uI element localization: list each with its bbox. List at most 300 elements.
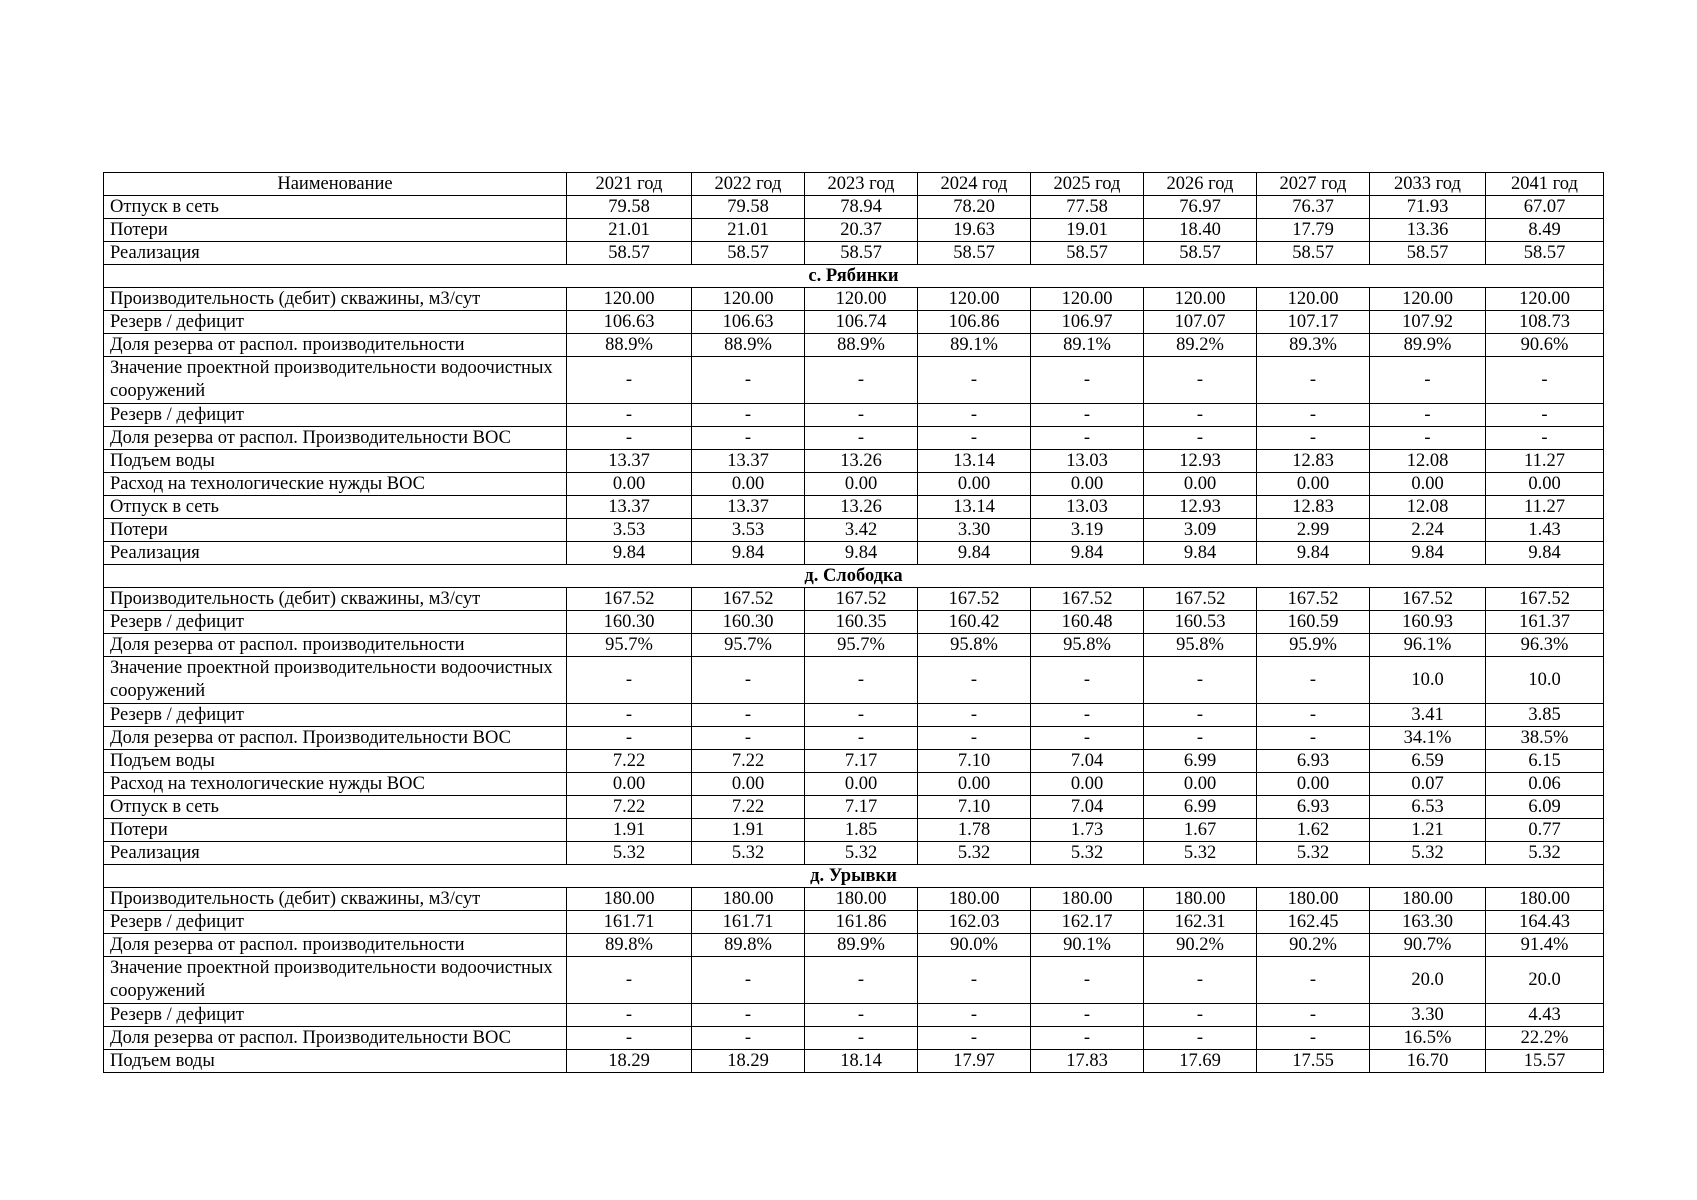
value-cell: 0.77	[1486, 819, 1604, 842]
value-cell: 22.2%	[1486, 1027, 1604, 1050]
value-cell: 108.73	[1486, 311, 1604, 334]
value-cell: -	[692, 1027, 805, 1050]
value-cell: 18.29	[692, 1050, 805, 1073]
value-cell: 89.8%	[692, 934, 805, 957]
value-cell: 106.63	[567, 311, 692, 334]
value-cell: 7.10	[918, 750, 1031, 773]
value-cell: 180.00	[805, 888, 918, 911]
value-cell: 95.8%	[918, 634, 1031, 657]
value-cell: -	[1486, 404, 1604, 427]
value-cell: 0.00	[1257, 773, 1370, 796]
value-cell: -	[567, 1004, 692, 1027]
value-cell: -	[805, 427, 918, 450]
value-cell: 107.17	[1257, 311, 1370, 334]
table-row	[104, 519, 1604, 542]
header-cell: 2041 год	[1486, 173, 1604, 196]
value-cell: 1.43	[1486, 519, 1604, 542]
value-cell: 3.41	[1370, 704, 1486, 727]
value-cell: 18.14	[805, 1050, 918, 1073]
table-row	[104, 1050, 1604, 1073]
value-cell: -	[567, 357, 692, 404]
value-cell: 17.55	[1257, 1050, 1370, 1073]
value-cell: 78.94	[805, 196, 918, 219]
table-row	[104, 750, 1604, 773]
table-row	[104, 357, 1604, 404]
table-row	[104, 704, 1604, 727]
table-row	[104, 450, 1604, 473]
value-cell: -	[692, 957, 805, 1004]
value-cell: 0.00	[1486, 473, 1604, 496]
value-cell: 5.32	[692, 842, 805, 865]
row-label: Резерв / дефицит	[104, 1004, 567, 1027]
row-label: Доля резерва от распол. Производительности ВОС	[104, 1027, 567, 1050]
value-cell: 96.1%	[1370, 634, 1486, 657]
value-cell: 3.30	[918, 519, 1031, 542]
value-cell: 9.84	[1370, 542, 1486, 565]
table-row	[104, 196, 1604, 219]
value-cell: -	[1144, 427, 1257, 450]
value-cell: 0.00	[805, 473, 918, 496]
value-cell: -	[805, 657, 918, 704]
header-cell: 2022 год	[692, 173, 805, 196]
value-cell: 13.37	[692, 450, 805, 473]
value-cell: 167.52	[1257, 588, 1370, 611]
row-label: Резерв / дефицит	[104, 704, 567, 727]
value-cell: -	[918, 957, 1031, 1004]
table-row	[104, 888, 1604, 911]
value-cell: 167.52	[692, 588, 805, 611]
value-cell: 19.63	[918, 219, 1031, 242]
value-cell: 0.00	[1031, 773, 1144, 796]
value-cell: 90.6%	[1486, 334, 1604, 357]
value-cell: 13.37	[567, 450, 692, 473]
value-cell: 6.59	[1370, 750, 1486, 773]
value-cell: 1.73	[1031, 819, 1144, 842]
value-cell: 3.53	[692, 519, 805, 542]
value-cell: -	[567, 957, 692, 1004]
value-cell: 90.7%	[1370, 934, 1486, 957]
value-cell: -	[918, 1027, 1031, 1050]
value-cell: 7.22	[567, 750, 692, 773]
row-label: Потери	[104, 519, 567, 542]
table-row	[104, 957, 1604, 1004]
section-row	[104, 265, 1604, 288]
value-cell: 88.9%	[692, 334, 805, 357]
row-label: Подъем воды	[104, 1050, 567, 1073]
table-row	[104, 657, 1604, 704]
row-label: Доля резерва от распол. производительности	[104, 634, 567, 657]
value-cell: 19.01	[1031, 219, 1144, 242]
value-cell: 6.99	[1144, 750, 1257, 773]
value-cell: 0.06	[1486, 773, 1604, 796]
value-cell: 7.22	[567, 796, 692, 819]
value-cell: 67.07	[1486, 196, 1604, 219]
value-cell: -	[918, 657, 1031, 704]
value-cell: 2.99	[1257, 519, 1370, 542]
value-cell: 13.14	[918, 496, 1031, 519]
value-cell: 162.45	[1257, 911, 1370, 934]
value-cell: 7.22	[692, 796, 805, 819]
value-cell: 76.97	[1144, 196, 1257, 219]
value-cell: -	[1031, 1027, 1144, 1050]
value-cell: -	[692, 657, 805, 704]
value-cell: 76.37	[1257, 196, 1370, 219]
section-title: д. Урывки	[104, 865, 1604, 888]
value-cell: -	[567, 704, 692, 727]
value-cell: -	[918, 427, 1031, 450]
value-cell: 2.24	[1370, 519, 1486, 542]
value-cell: 12.93	[1144, 450, 1257, 473]
value-cell: 9.84	[1486, 542, 1604, 565]
value-cell: 1.91	[692, 819, 805, 842]
row-label: Значение проектной производительности водоочистных сооружений	[104, 357, 567, 404]
value-cell: -	[1144, 657, 1257, 704]
value-cell: 0.00	[1144, 773, 1257, 796]
value-cell: 3.53	[567, 519, 692, 542]
table-row	[104, 634, 1604, 657]
value-cell: 160.48	[1031, 611, 1144, 634]
section-row	[104, 865, 1604, 888]
value-cell: 18.40	[1144, 219, 1257, 242]
value-cell: 6.99	[1144, 796, 1257, 819]
value-cell: 0.00	[567, 473, 692, 496]
value-cell: 58.57	[1370, 242, 1486, 265]
value-cell: 0.00	[918, 473, 1031, 496]
table-row	[104, 911, 1604, 934]
value-cell: 161.86	[805, 911, 918, 934]
value-cell: -	[1144, 404, 1257, 427]
value-cell: 21.01	[567, 219, 692, 242]
value-cell: 5.32	[1486, 842, 1604, 865]
value-cell: -	[918, 1004, 1031, 1027]
value-cell: 89.1%	[918, 334, 1031, 357]
value-cell: 9.84	[1031, 542, 1144, 565]
value-cell: 6.09	[1486, 796, 1604, 819]
value-cell: 0.00	[1370, 473, 1486, 496]
value-cell: 91.4%	[1486, 934, 1604, 957]
header-cell: 2027 год	[1257, 173, 1370, 196]
value-cell: 1.85	[805, 819, 918, 842]
value-cell: 11.27	[1486, 450, 1604, 473]
value-cell: 161.71	[692, 911, 805, 934]
row-label: Подъем воды	[104, 450, 567, 473]
row-label: Потери	[104, 219, 567, 242]
value-cell: 106.63	[692, 311, 805, 334]
value-cell: 5.32	[805, 842, 918, 865]
value-cell: 77.58	[1031, 196, 1144, 219]
value-cell: 120.00	[1370, 288, 1486, 311]
table-row	[104, 819, 1604, 842]
value-cell: -	[1257, 727, 1370, 750]
value-cell: 95.7%	[805, 634, 918, 657]
row-label: Значение проектной производительности водоочистных сооружений	[104, 657, 567, 704]
value-cell: -	[1144, 1004, 1257, 1027]
value-cell: -	[1031, 704, 1144, 727]
value-cell: 0.07	[1370, 773, 1486, 796]
row-label: Отпуск в сеть	[104, 196, 567, 219]
value-cell: -	[692, 1004, 805, 1027]
row-label: Производительность (дебит) скважины, м3/сут	[104, 588, 567, 611]
value-cell: 95.9%	[1257, 634, 1370, 657]
value-cell: -	[1144, 1027, 1257, 1050]
section-row	[104, 565, 1604, 588]
row-label: Отпуск в сеть	[104, 796, 567, 819]
value-cell: 9.84	[805, 542, 918, 565]
table-row	[104, 588, 1604, 611]
value-cell: -	[1144, 957, 1257, 1004]
value-cell: 89.2%	[1144, 334, 1257, 357]
value-cell: 6.15	[1486, 750, 1604, 773]
value-cell: 120.00	[1486, 288, 1604, 311]
value-cell: 167.52	[805, 588, 918, 611]
value-cell: -	[805, 1004, 918, 1027]
value-cell: 120.00	[918, 288, 1031, 311]
value-cell: 89.3%	[1257, 334, 1370, 357]
value-cell: 58.57	[1144, 242, 1257, 265]
value-cell: 58.57	[567, 242, 692, 265]
value-cell: 13.26	[805, 450, 918, 473]
value-cell: 180.00	[1486, 888, 1604, 911]
table-row	[104, 842, 1604, 865]
value-cell: 13.14	[918, 450, 1031, 473]
value-cell: 58.57	[1031, 242, 1144, 265]
row-label: Расход на технологические нужды ВОС	[104, 773, 567, 796]
value-cell: -	[918, 704, 1031, 727]
row-label: Резерв / дефицит	[104, 311, 567, 334]
header-cell: 2023 год	[805, 173, 918, 196]
value-cell: 107.07	[1144, 311, 1257, 334]
row-label: Резерв / дефицит	[104, 911, 567, 934]
value-cell: 16.70	[1370, 1050, 1486, 1073]
value-cell: 163.30	[1370, 911, 1486, 934]
row-label: Производительность (дебит) скважины, м3/сут	[104, 288, 567, 311]
value-cell: 180.00	[918, 888, 1031, 911]
value-cell: 180.00	[1370, 888, 1486, 911]
value-cell: -	[692, 427, 805, 450]
value-cell: 162.17	[1031, 911, 1144, 934]
value-cell: -	[1257, 404, 1370, 427]
value-cell: 161.37	[1486, 611, 1604, 634]
row-label: Резерв / дефицит	[104, 611, 567, 634]
table-row	[104, 219, 1604, 242]
value-cell: 5.32	[1370, 842, 1486, 865]
table-row	[104, 773, 1604, 796]
value-cell: 180.00	[1144, 888, 1257, 911]
value-cell: 9.84	[1257, 542, 1370, 565]
value-cell: 12.08	[1370, 496, 1486, 519]
row-label: Резерв / дефицит	[104, 404, 567, 427]
header-cell: 2024 год	[918, 173, 1031, 196]
value-cell: 88.9%	[567, 334, 692, 357]
value-cell: 1.21	[1370, 819, 1486, 842]
value-cell: 58.57	[918, 242, 1031, 265]
value-cell: 90.2%	[1257, 934, 1370, 957]
row-label: Потери	[104, 819, 567, 842]
value-cell: 88.9%	[805, 334, 918, 357]
value-cell: 79.58	[692, 196, 805, 219]
value-cell: 106.86	[918, 311, 1031, 334]
value-cell: -	[918, 357, 1031, 404]
value-cell: 180.00	[567, 888, 692, 911]
value-cell: 167.52	[1370, 588, 1486, 611]
value-cell: 160.30	[692, 611, 805, 634]
value-cell: 167.52	[1486, 588, 1604, 611]
value-cell: -	[567, 657, 692, 704]
value-cell: 120.00	[1144, 288, 1257, 311]
value-cell: 3.09	[1144, 519, 1257, 542]
table-row	[104, 727, 1604, 750]
header-cell: Наименование	[104, 173, 567, 196]
value-cell: 180.00	[1031, 888, 1144, 911]
value-cell: 4.43	[1486, 1004, 1604, 1027]
value-cell: 17.69	[1144, 1050, 1257, 1073]
value-cell: -	[805, 357, 918, 404]
value-cell: -	[1257, 704, 1370, 727]
value-cell: 95.8%	[1144, 634, 1257, 657]
value-cell: -	[567, 1027, 692, 1050]
value-cell: 58.57	[1486, 242, 1604, 265]
row-label: Подъем воды	[104, 750, 567, 773]
value-cell: 13.03	[1031, 450, 1144, 473]
table-body	[104, 196, 1604, 1073]
value-cell: 17.83	[1031, 1050, 1144, 1073]
value-cell: -	[692, 727, 805, 750]
table-row	[104, 473, 1604, 496]
value-cell: 0.00	[918, 773, 1031, 796]
value-cell: 7.04	[1031, 796, 1144, 819]
value-cell: 1.62	[1257, 819, 1370, 842]
value-cell: 89.1%	[1031, 334, 1144, 357]
table-row	[104, 427, 1604, 450]
value-cell: 0.00	[1144, 473, 1257, 496]
row-label: Реализация	[104, 542, 567, 565]
value-cell: 161.71	[567, 911, 692, 934]
header-cell: 2025 год	[1031, 173, 1144, 196]
table-row	[104, 542, 1604, 565]
table-row	[104, 242, 1604, 265]
value-cell: 5.32	[1257, 842, 1370, 865]
row-label: Расход на технологические нужды ВОС	[104, 473, 567, 496]
value-cell: -	[805, 727, 918, 750]
value-cell: -	[1257, 357, 1370, 404]
header-cell: 2021 год	[567, 173, 692, 196]
value-cell: -	[1144, 704, 1257, 727]
value-cell: 0.00	[692, 773, 805, 796]
value-cell: 20.0	[1370, 957, 1486, 1004]
value-cell: 1.78	[918, 819, 1031, 842]
row-label: Значение проектной производительности водоочистных сооружений	[104, 957, 567, 1004]
value-cell: 160.30	[567, 611, 692, 634]
value-cell: 167.52	[567, 588, 692, 611]
value-cell: -	[1031, 957, 1144, 1004]
value-cell: 5.32	[1031, 842, 1144, 865]
value-cell: 162.31	[1144, 911, 1257, 934]
value-cell: 38.5%	[1486, 727, 1604, 750]
value-cell: 0.00	[1257, 473, 1370, 496]
value-cell: 0.00	[567, 773, 692, 796]
value-cell: 160.53	[1144, 611, 1257, 634]
value-cell: 6.53	[1370, 796, 1486, 819]
value-cell: 90.2%	[1144, 934, 1257, 957]
value-cell: 5.32	[1144, 842, 1257, 865]
table-row	[104, 311, 1604, 334]
table-row	[104, 611, 1604, 634]
value-cell: 95.7%	[567, 634, 692, 657]
value-cell: 3.42	[805, 519, 918, 542]
value-cell: 160.42	[918, 611, 1031, 634]
section-title: с. Рябинки	[104, 265, 1604, 288]
value-cell: 0.00	[805, 773, 918, 796]
value-cell: 107.92	[1370, 311, 1486, 334]
section-title: д. Слободка	[104, 565, 1604, 588]
value-cell: 106.74	[805, 311, 918, 334]
value-cell: 160.59	[1257, 611, 1370, 634]
value-cell: 120.00	[1031, 288, 1144, 311]
value-cell: -	[1031, 657, 1144, 704]
value-cell: 167.52	[918, 588, 1031, 611]
table-row	[104, 496, 1604, 519]
row-label: Доля резерва от распол. Производительности ВОС	[104, 427, 567, 450]
value-cell: -	[1370, 404, 1486, 427]
value-cell: 3.30	[1370, 1004, 1486, 1027]
value-cell: 89.8%	[567, 934, 692, 957]
value-cell: -	[1370, 427, 1486, 450]
table-header-row	[104, 173, 1604, 196]
value-cell: 1.67	[1144, 819, 1257, 842]
value-cell: 17.97	[918, 1050, 1031, 1073]
value-cell: 180.00	[1257, 888, 1370, 911]
value-cell: 5.32	[567, 842, 692, 865]
value-cell: -	[805, 957, 918, 1004]
value-cell: 120.00	[567, 288, 692, 311]
value-cell: 120.00	[1257, 288, 1370, 311]
value-cell: 9.84	[1144, 542, 1257, 565]
value-cell: 79.58	[567, 196, 692, 219]
value-cell: 5.32	[918, 842, 1031, 865]
value-cell: -	[1031, 357, 1144, 404]
value-cell: 12.83	[1257, 496, 1370, 519]
row-label: Доля резерва от распол. производительности	[104, 334, 567, 357]
value-cell: 120.00	[692, 288, 805, 311]
value-cell: -	[805, 1027, 918, 1050]
value-cell: -	[1257, 657, 1370, 704]
value-cell: 58.57	[1257, 242, 1370, 265]
value-cell: 17.79	[1257, 219, 1370, 242]
value-cell: 21.01	[692, 219, 805, 242]
value-cell: 3.85	[1486, 704, 1604, 727]
value-cell: 20.0	[1486, 957, 1604, 1004]
value-cell: 34.1%	[1370, 727, 1486, 750]
value-cell: 180.00	[692, 888, 805, 911]
value-cell: -	[1257, 1004, 1370, 1027]
table-row	[104, 288, 1604, 311]
value-cell: 7.22	[692, 750, 805, 773]
water-balance-table	[103, 172, 1604, 1073]
row-label: Доля резерва от распол. Производительности ВОС	[104, 727, 567, 750]
value-cell: -	[692, 704, 805, 727]
value-cell: 11.27	[1486, 496, 1604, 519]
value-cell: -	[805, 704, 918, 727]
value-cell: 96.3%	[1486, 634, 1604, 657]
value-cell: -	[1257, 1027, 1370, 1050]
value-cell: 0.00	[692, 473, 805, 496]
value-cell: 89.9%	[805, 934, 918, 957]
value-cell: -	[1257, 957, 1370, 1004]
value-cell: 13.36	[1370, 219, 1486, 242]
value-cell: 13.37	[692, 496, 805, 519]
value-cell: 160.93	[1370, 611, 1486, 634]
value-cell: 167.52	[1144, 588, 1257, 611]
